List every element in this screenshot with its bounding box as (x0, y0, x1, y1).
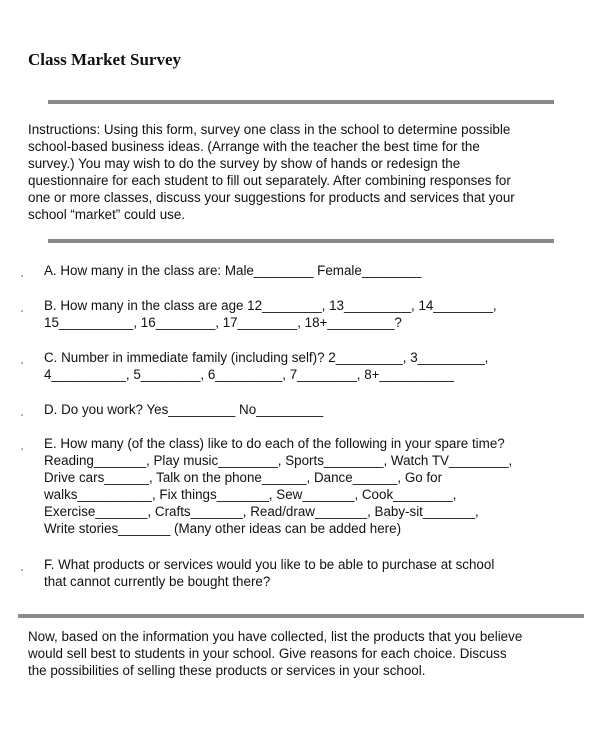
question-line: 4__________, 5________, 6_________, 7________, 8+__________ (44, 367, 454, 382)
question-line: Write stories_______ (Many other ideas can be added here) (44, 521, 402, 536)
question-b (44, 297, 589, 331)
divider-bottom (18, 614, 584, 618)
closing-line: would sell best to students in your school. Give reasons for each choice. Discuss (28, 646, 507, 661)
question-line: Drive cars______, Talk on the phone______, Dance______, Go for (44, 470, 443, 485)
bullet-mark: ˏ (20, 405, 24, 417)
question-f (44, 556, 589, 590)
instructions-line: survey.) You may wish to do the survey by show of hands or redesign the (28, 156, 461, 171)
closing-line: Now, based on the information you have collected, list the products that you believe (28, 629, 523, 644)
question-line: walks__________, Fix things_______, Sew_______, Cook________, (44, 487, 457, 502)
question-line: Exercise_______, Crafts_______, Read/draw_______, Baby-sit_______, (44, 504, 479, 519)
question-line: D. Do you work? Yes_________ No_________ (44, 402, 324, 417)
question-c (44, 349, 589, 383)
question-line: E. How many (of the class) like to do each of the following in your spare time? (44, 436, 505, 451)
bullet-mark: ˏ (20, 353, 24, 365)
question-line: B. How many in the class are age 12________, 13_________, 14________, (44, 298, 497, 313)
instructions-line: Instructions: Using this form, survey one class in the school to determine possible (28, 122, 511, 137)
divider-middle (48, 239, 554, 243)
question-line: F. What products or services would you like to be able to purchase at school (44, 557, 495, 572)
bullet-mark: ˏ (20, 439, 24, 451)
question-line: Reading_______, Play music________, Sports________, Watch TV________, (44, 453, 513, 468)
instructions-line: questionnaire for each student to fill out separately. After combining responses for (28, 173, 511, 188)
bullet-mark: ˏ (20, 560, 24, 572)
bullet-mark: ˏ (20, 266, 24, 278)
question-a (44, 262, 589, 279)
instructions-line: school-based business ideas. (Arrange with the teacher the best time for the (28, 139, 480, 154)
divider-top (48, 100, 554, 104)
closing-paragraph (28, 628, 588, 679)
question-line: A. How many in the class are: Male________ Female________ (44, 263, 422, 278)
page-title: Class Market Survey (28, 50, 181, 69)
instructions (28, 121, 588, 223)
closing-line: the possibilities of selling these products or services in your school. (28, 663, 426, 678)
question-line: 15__________, 16________, 17________, 18+_________? (44, 315, 402, 330)
question-line: that cannot currently be bought there? (44, 574, 271, 589)
question-e (44, 435, 589, 537)
instructions-line: one or more classes, discuss your suggestions for products and services that your (28, 190, 515, 205)
question-line: C. Number in immediate family (including self)? 2_________, 3_________, (44, 350, 489, 365)
bullet-mark: ˏ (20, 301, 24, 313)
question-d (44, 401, 589, 418)
instructions-line: school “market” could use. (28, 207, 186, 222)
